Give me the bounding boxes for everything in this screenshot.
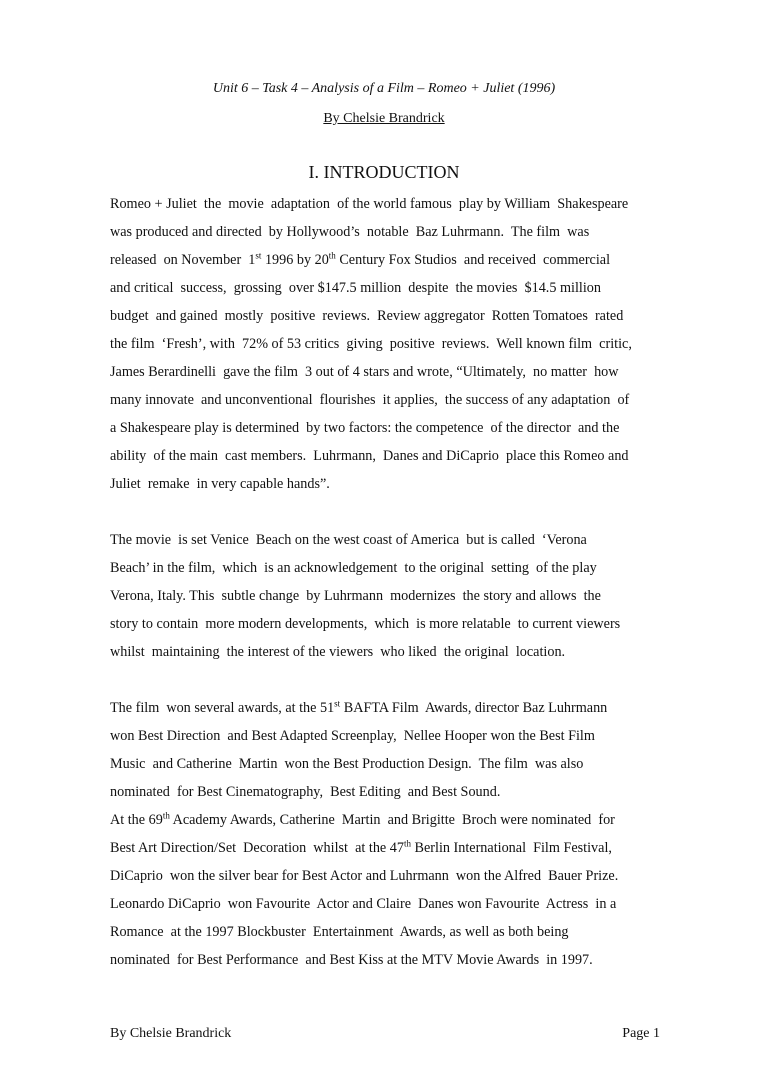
text-line: [110, 806, 670, 834]
text-segment: At the 69: [110, 812, 163, 828]
paragraph-setting: [110, 526, 670, 666]
section-heading-text: I. INTRODUCTION: [308, 162, 460, 182]
text-segment: The film won several awards, at the 51: [110, 700, 335, 716]
text-line: the film ‘Fresh’, with 72% of 53 critics giving positive reviews. Well known film critic,: [110, 336, 632, 352]
text-line: Romance at the 1997 Blockbuster Entertainment Awards, as well as both being: [110, 924, 569, 940]
text-line: whilst maintaining the interest of the viewers who liked the original location.: [110, 644, 566, 660]
text-segment: 1996 by 20: [261, 252, 329, 268]
footer-page-number: Page 1: [622, 1026, 660, 1041]
ordinal-superscript: th: [403, 838, 411, 849]
document-author: [0, 110, 768, 128]
section-heading: [0, 161, 768, 183]
text-segment: Best Art Direction/Set Decoration whilst at the 47: [110, 840, 404, 856]
text-line: Leonardo DiCaprio won Favourite Actor and Claire Danes won Favourite Actress in a: [110, 896, 617, 912]
paragraph-gap: [110, 498, 670, 526]
ordinal-superscript: st: [334, 698, 341, 709]
paragraph-introduction: [110, 190, 670, 498]
document-title: Unit 6 – Task 4 – Analysis of a Film – Romeo + Juliet (1996): [212, 81, 556, 96]
text-line: Verona, Italy. This subtle change by Luhrmann modernizes the story and allows the: [110, 588, 601, 604]
ordinal-superscript: st: [255, 250, 262, 261]
text-line: James Berardinelli gave the film 3 out of 4 stars and wrote, “Ultimately, no matter how: [110, 364, 619, 380]
ordinal-superscript: th: [162, 810, 170, 821]
text-line: DiCaprio won the silver bear for Best Actor and Luhrmann won the Alfred Bauer Prize.: [110, 868, 619, 884]
text-line: [110, 246, 670, 274]
document-body: [110, 190, 670, 974]
text-line: Romeo + Juliet the movie adaptation of the world famous play by William Shakespeare: [110, 196, 629, 212]
text-line: Beach’ in the film, which is an acknowledgement to the original setting of the play: [110, 560, 597, 576]
text-segment: released on November 1: [110, 252, 256, 268]
text-line: [110, 834, 670, 862]
author-byline: By Chelsie Brandrick: [323, 111, 445, 126]
text-segment: Academy Awards, Catherine Martin and Brigitte Broch were nominated for: [169, 812, 615, 828]
paragraph-awards: [110, 694, 670, 974]
text-line: [110, 694, 670, 722]
text-line: ability of the main cast members. Luhrmann, Danes and DiCaprio place this Romeo and: [110, 448, 629, 464]
text-line: nominated for Best Cinematography, Best Editing and Best Sound.: [110, 784, 501, 800]
text-segment: Century Fox Studios and received commercial: [335, 252, 611, 268]
footer-author: By Chelsie Brandrick: [110, 1026, 232, 1041]
text-line: story to contain more modern developments, which is more relatable to current viewers: [110, 616, 621, 632]
text-line: Music and Catherine Martin won the Best Production Design. The film was also: [110, 756, 584, 772]
text-line: budget and gained mostly positive reviews. Review aggregator Rotten Tomatoes rated: [110, 308, 624, 324]
paragraph-gap: [110, 666, 670, 694]
text-line: nominated for Best Performance and Best Kiss at the MTV Movie Awards in 1997.: [110, 952, 593, 968]
text-segment: BAFTA Film Awards, director Baz Luhrmann: [340, 700, 608, 716]
text-line: The movie is set Venice Beach on the west coast of America but is called ‘Verona: [110, 532, 587, 548]
text-line: and critical success, grossing over $147.5 million despite the movies $14.5 million: [110, 280, 601, 296]
text-line: won Best Direction and Best Adapted Screenplay, Nellee Hooper won the Best Film: [110, 728, 595, 744]
text-line: a Shakespeare play is determined by two factors: the competence of the director and the: [110, 420, 620, 436]
text-line: Juliet remake in very capable hands”.: [110, 476, 330, 492]
text-segment: Berlin International Film Festival,: [410, 840, 612, 856]
text-line: many innovate and unconventional flourishes it applies, the success of any adaptation of: [110, 392, 630, 408]
ordinal-superscript: th: [328, 250, 336, 261]
text-line: was produced and directed by Hollywood’s notable Baz Luhrmann. The film was: [110, 224, 590, 240]
